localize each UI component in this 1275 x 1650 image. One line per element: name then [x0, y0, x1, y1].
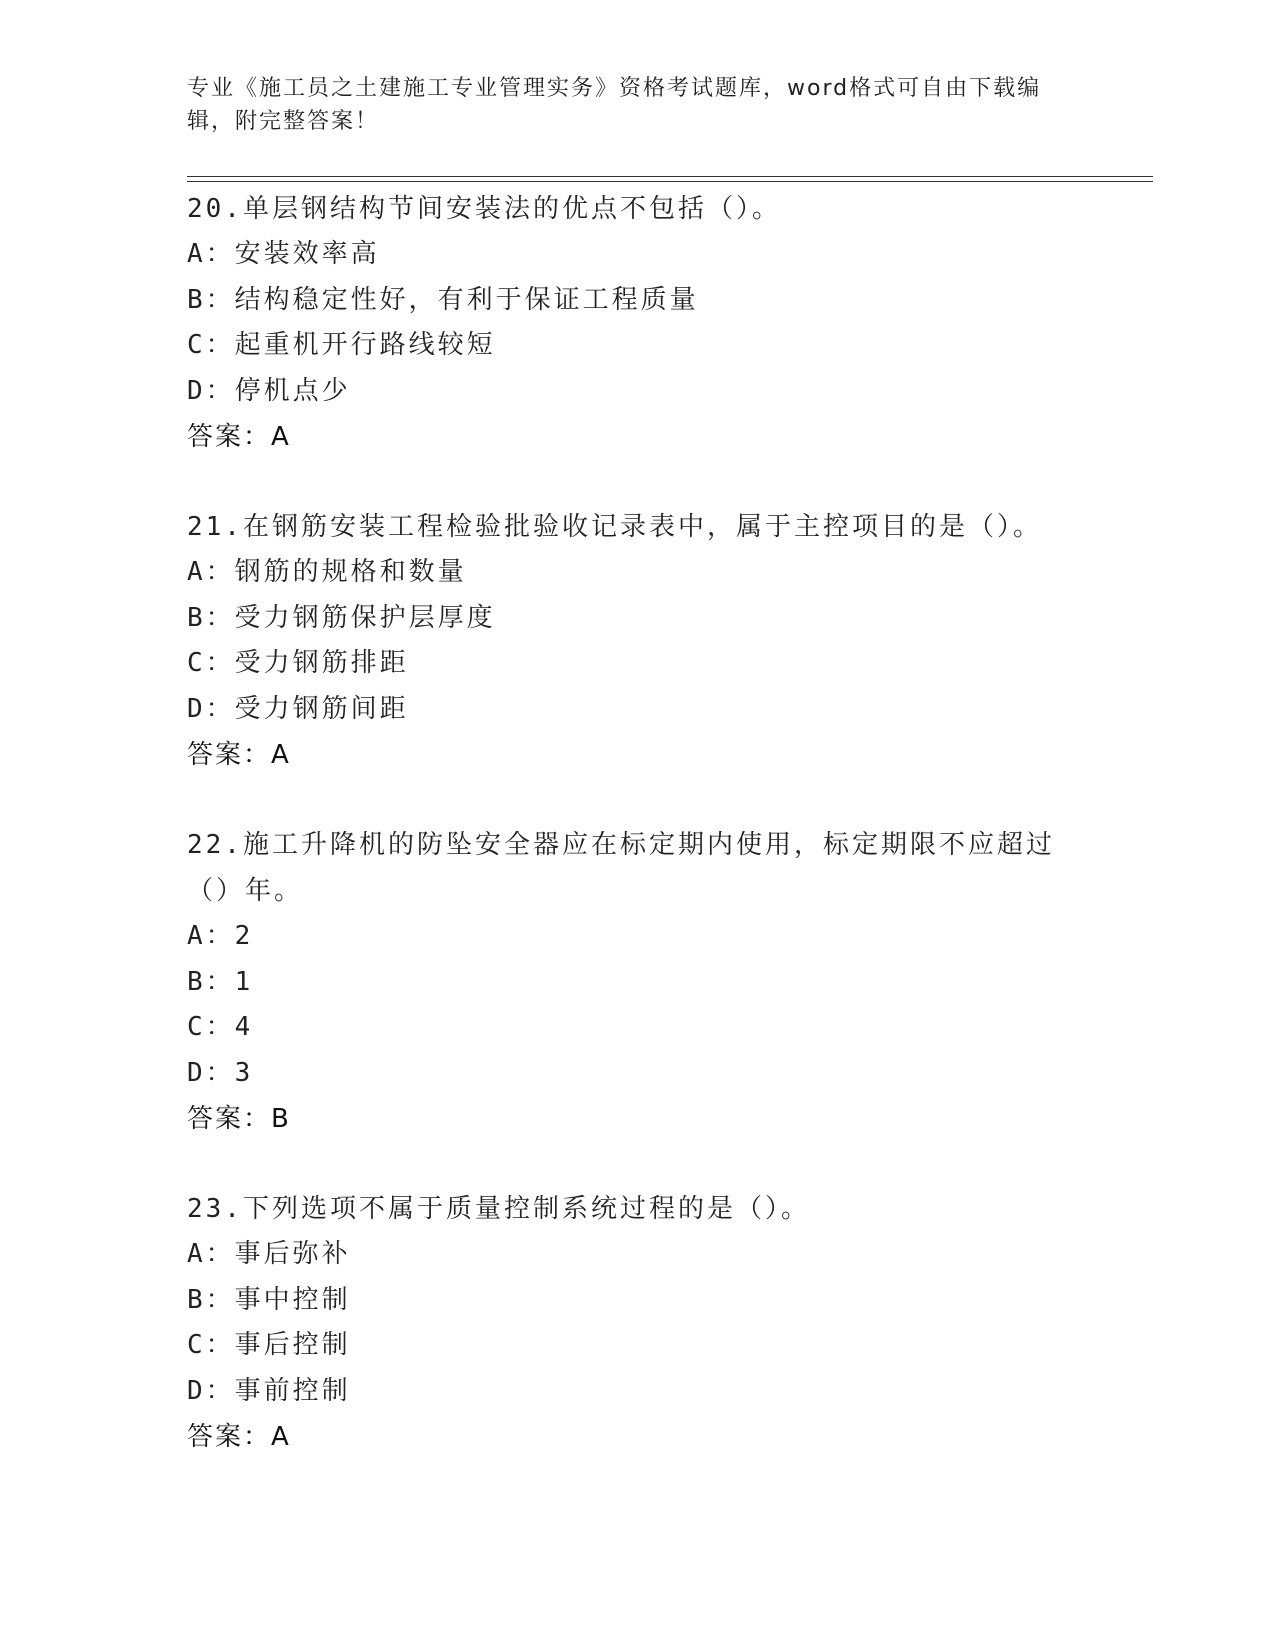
option-separator: ： [205, 648, 235, 678]
option-b [187, 1278, 1087, 1324]
option-d [187, 369, 1087, 415]
option-c [187, 1005, 1087, 1051]
question-item [187, 1186, 1087, 1460]
option-letter: C [187, 648, 206, 678]
question-stem: 23.下列选项不属于质量控制系统过程的是（）。 [187, 1194, 810, 1224]
option-d [187, 1369, 1087, 1415]
option-letter: A [187, 921, 206, 951]
option-letter: A [187, 557, 206, 587]
option-a [187, 1232, 1087, 1278]
option-letter: D [187, 693, 206, 724]
option-c [187, 641, 1087, 687]
option-letter: C [187, 1012, 206, 1042]
option-b [187, 278, 1087, 324]
question-stem: 22.施工升降机的防坠安全器应在标定期内使用，标定期限不应超过（）年。 [187, 830, 1055, 906]
option-separator: ： [205, 557, 235, 587]
option-text: 安装效率高 [234, 239, 380, 269]
option-c [187, 323, 1087, 369]
option-text: 2 [234, 921, 254, 951]
option-separator: ： [205, 921, 235, 951]
option-text: 事前控制 [234, 1375, 351, 1406]
option-text: 受力钢筋排距 [234, 648, 409, 678]
option-a [187, 914, 1087, 960]
answer-line: 答案：A [187, 422, 291, 452]
option-letter: D [187, 1375, 206, 1406]
option-b [187, 960, 1087, 1006]
header-divider-top [187, 176, 1153, 177]
option-text: 受力钢筋间距 [234, 693, 409, 724]
question-list [187, 186, 1087, 1504]
option-separator: ： [205, 966, 235, 997]
option-separator: ： [205, 602, 235, 633]
option-text: 受力钢筋保护层厚度 [234, 602, 496, 633]
option-separator: ： [205, 1012, 235, 1042]
option-text: 停机点少 [234, 375, 351, 406]
option-letter: D [187, 375, 206, 406]
option-text: 3 [234, 1057, 254, 1088]
option-separator: ： [205, 1375, 235, 1406]
option-text: 事中控制 [234, 1284, 351, 1315]
option-separator: ： [205, 375, 235, 406]
question-stem: 21.在钢筋安装工程检验批验收记录表中，属于主控项目的是（）。 [187, 512, 1042, 542]
option-separator: ： [205, 239, 235, 269]
option-text: 事后控制 [234, 1330, 351, 1360]
option-text: 结构稳定性好，有利于保证工程质量 [234, 284, 699, 315]
option-text: 事后弥补 [234, 1239, 351, 1269]
header-divider-bottom [187, 181, 1153, 182]
option-d [187, 1051, 1087, 1097]
option-letter: B [187, 1284, 206, 1315]
option-a [187, 232, 1087, 278]
option-b [187, 596, 1087, 642]
answer-line: 答案：A [187, 740, 291, 770]
question-item [187, 504, 1087, 778]
option-d [187, 687, 1087, 733]
option-letter: C [187, 1330, 206, 1360]
answer-line: 答案：A [187, 1422, 291, 1452]
option-letter: C [187, 330, 206, 360]
option-letter: D [187, 1057, 206, 1088]
question-item [187, 186, 1087, 460]
option-separator: ： [205, 1284, 235, 1315]
option-text: 钢筋的规格和数量 [234, 557, 467, 587]
option-letter: B [187, 602, 206, 633]
question-stem: 20.单层钢结构节间安装法的优点不包括（）。 [187, 194, 781, 224]
option-letter: A [187, 239, 206, 269]
option-separator: ： [205, 284, 235, 315]
option-a [187, 550, 1087, 596]
option-separator: ： [205, 1057, 235, 1088]
question-item [187, 822, 1087, 1142]
answer-line: 答案：B [187, 1104, 291, 1134]
document-header: 专业《施工员之土建施工专业管理实务》资格考试题库，word格式可自由下载编辑，附完整答案！ [187, 76, 1042, 134]
option-c [187, 1323, 1087, 1369]
option-separator: ： [205, 1239, 235, 1269]
option-letter: B [187, 284, 206, 315]
option-separator: ： [205, 1330, 235, 1360]
option-text: 1 [234, 966, 254, 997]
option-text: 起重机开行路线较短 [234, 330, 496, 360]
option-separator: ： [205, 330, 235, 360]
option-text: 4 [234, 1012, 254, 1042]
option-letter: B [187, 966, 206, 997]
option-separator: ： [205, 693, 235, 724]
option-letter: A [187, 1239, 206, 1269]
